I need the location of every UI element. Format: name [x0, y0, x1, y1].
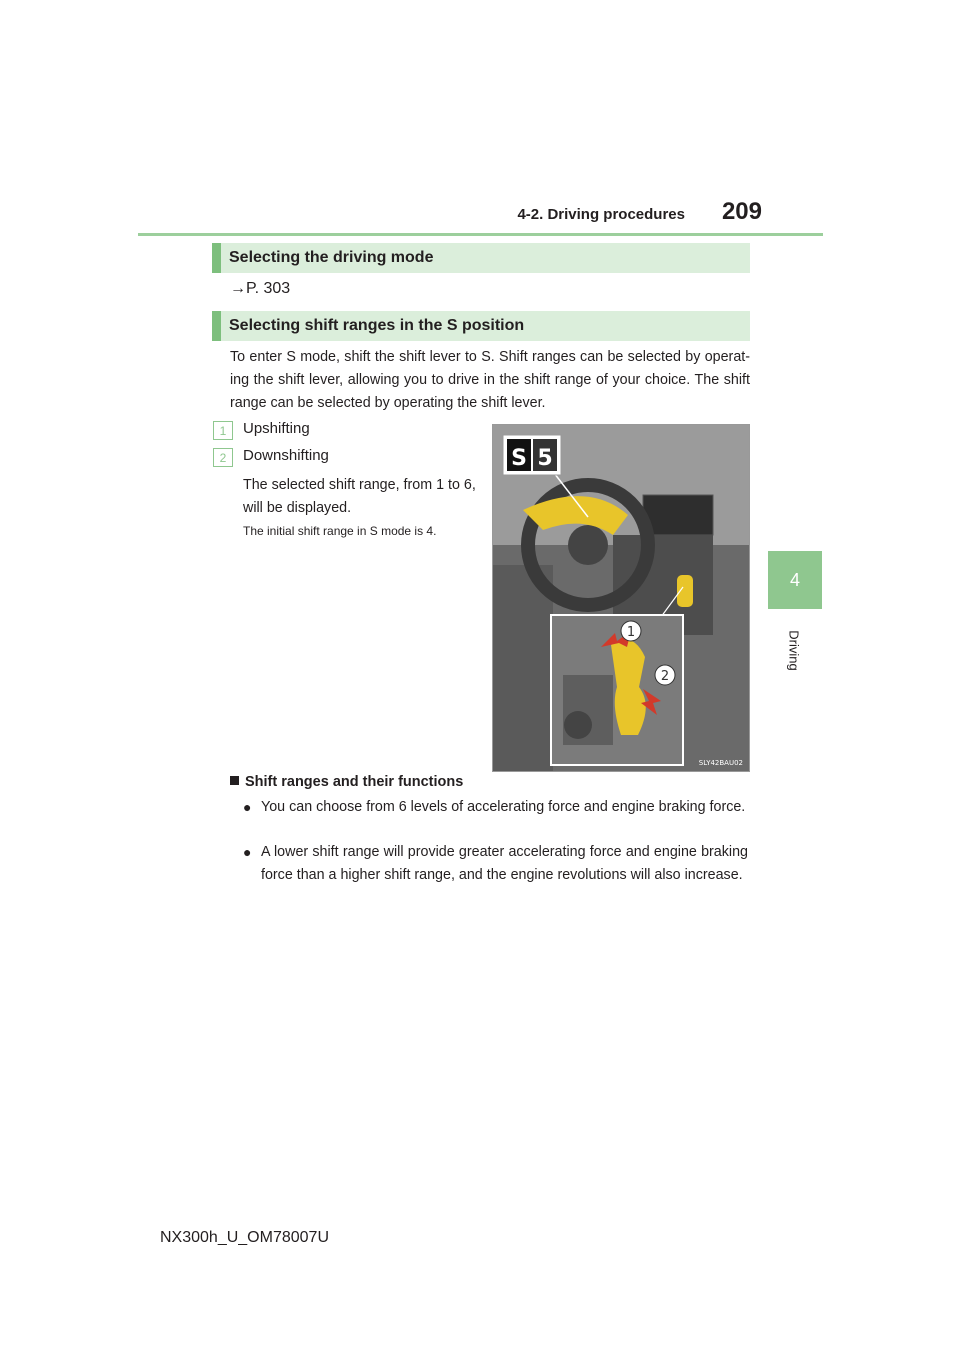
header-section-title: 4-2. Driving procedures [517, 206, 685, 223]
bullet-dot-icon: ● [243, 844, 252, 860]
bullet-item [243, 841, 748, 887]
chapter-tab-label-text: Driving [786, 629, 802, 671]
chapter-tab-label [782, 620, 806, 680]
step-badge-2: 2 [213, 448, 233, 467]
square-bullet-icon [230, 776, 239, 785]
bullet-text: A lower shift range will provide greater accelerating force and engine braking force than a higher shift range, and the engine revolutions will also increase. [261, 844, 748, 883]
display-letter: S [511, 446, 527, 471]
shift-ranges-intro: To enter S mode, shift the shift lever to S. Shift ranges can be selected by operat-ing the shift lever, allowing you to drive in the shift range of your choice. The shift range can be selected by operating the shift lever. [230, 349, 750, 411]
page-number: 209 [721, 198, 762, 225]
callout-2-text: 2 [660, 669, 670, 684]
initial-range-note: The initial shift range in S mode is 4. [243, 524, 437, 538]
upshifting-label: Upshifting [243, 420, 310, 437]
shift-lever-illustration [492, 424, 750, 772]
functions-subheading [230, 774, 463, 790]
header-rule [138, 233, 823, 236]
figure-code: SLY42BAU02 [698, 759, 743, 767]
display-note: The selected shift range, from 1 to 6, will be displayed. [243, 477, 476, 516]
step-badge-1: 1 [213, 421, 233, 440]
page-reference-link[interactable]: →P. 303 [230, 280, 291, 297]
display-digit: 5 [537, 446, 553, 471]
bullet-dot-icon: ● [243, 799, 252, 815]
bullet-text: You can choose from 6 levels of accelerating force and engine braking force. [261, 799, 746, 815]
section-heading-driving-mode: Selecting the driving mode [212, 243, 750, 273]
chapter-tab-number: 4 [789, 570, 800, 590]
callout-1-text: 1 [626, 625, 636, 640]
functions-subheading-text: Shift ranges and their functions [245, 774, 464, 790]
footer-document-id: NX300h_U_OM78007U [160, 1229, 329, 1246]
downshifting-label: Downshifting [243, 447, 329, 464]
bullet-item [243, 796, 748, 819]
section-heading-shift-ranges: Selecting shift ranges in the S position [212, 311, 750, 341]
